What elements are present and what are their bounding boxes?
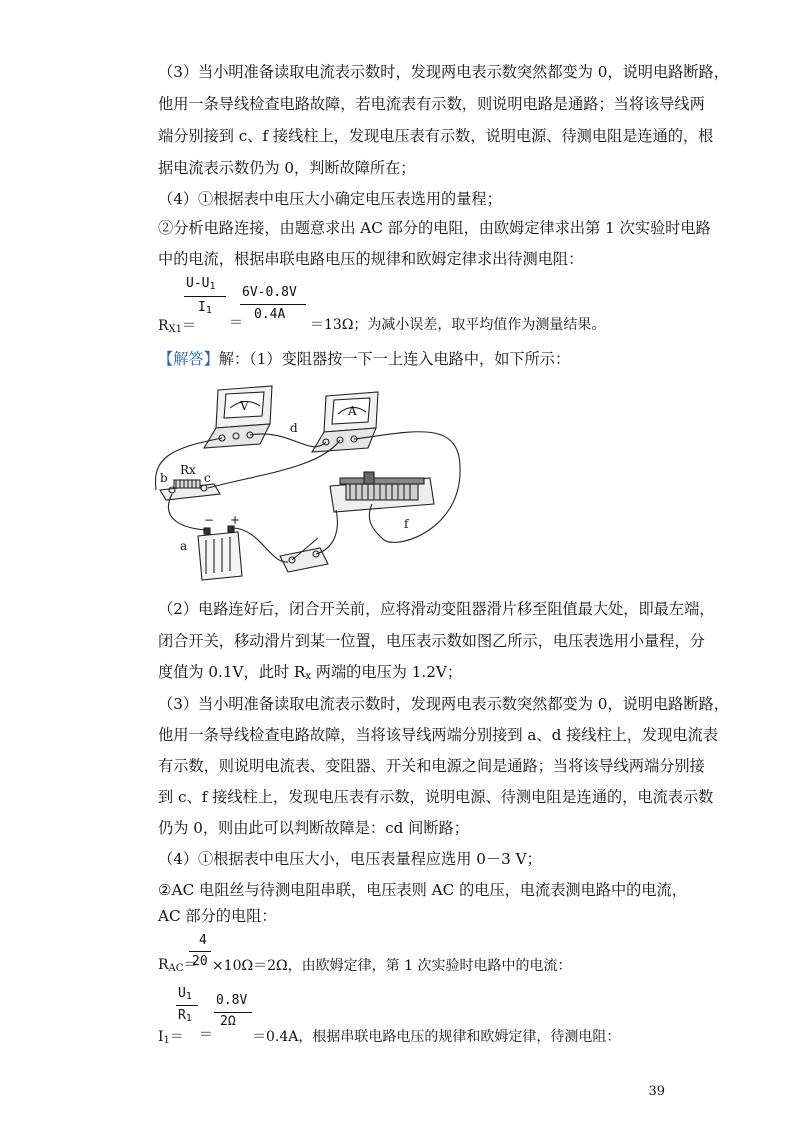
rx-value-numerator: 6V-0.8V: [242, 285, 297, 300]
i1-denominator: $R_1$: [178, 1008, 192, 1024]
rac-numerator: 4: [199, 933, 207, 948]
solution-4-line-2: ②AC 电阻丝与待测电阻串联，电压表则 AC 的电压，电流表测电路中的电流，: [158, 881, 687, 899]
solution-4-line-1: （4）①根据表中电压大小，电压表量程应选用 0－3 V；: [158, 850, 542, 868]
terminal-c-label: c: [204, 471, 211, 485]
battery-icon: [198, 526, 242, 580]
resistor-label: Rx: [180, 463, 196, 477]
solution-3-line-5: 仍为 0，则由此可以判断故障是：cd 间断路；: [158, 819, 469, 837]
analysis-4-line-1: （4）①根据表中电压大小确定电压表选用的量程；: [158, 190, 502, 208]
solution-2-line-2: 闭合开关，移动滑片到某一位置，电压表示数如图乙所示，电压表选用小量程，分: [158, 632, 705, 650]
i1-value-numerator: 0.8V: [216, 993, 248, 1008]
rx-value-bar: [240, 304, 306, 305]
page-number: 39: [648, 1084, 665, 1099]
rheostat-icon: [330, 472, 434, 512]
rac-result: ×10Ω＝2Ω，由欧姆定律，第 1 次实验时电路中的电流：: [212, 958, 572, 974]
i1-label: I: [158, 1029, 164, 1045]
battery-minus-label: −: [204, 513, 215, 527]
i1-result: ＝0.4A，根据串联电路电压的规律和欧姆定律，待测电阻：: [252, 1029, 621, 1045]
rx-fraction-bar: [184, 296, 226, 297]
rac-label-sub: AC: [168, 963, 184, 974]
answer-tag: 【解答】: [158, 350, 219, 368]
i1-numerator: $U_1$: [178, 986, 192, 1002]
voltmeter-icon: [204, 386, 272, 448]
i1-eq2: ＝: [199, 1027, 213, 1043]
rac-label: R: [158, 957, 169, 973]
solution-3-line-2: 他用一条导线检查电路故障，当将该导线两端分别接到 a、d 接线柱上，发现电流表: [158, 726, 718, 744]
solution-3-line-4: 到 c、f 接线柱上，发现电压表有示数，说明电源、待测电阻是连通的，电流表示数: [158, 788, 714, 806]
rac-fraction-bar: [189, 951, 211, 952]
i1-fraction-bar: [176, 1005, 198, 1006]
rx-numerator: $U-U_1$: [186, 276, 216, 292]
terminal-a-label: a: [180, 539, 188, 553]
battery-plus-label: +: [230, 513, 241, 527]
terminal-d-label: d: [290, 421, 298, 435]
analysis-3-line-4: 据电流表示数仍为 0，判断故障所在；: [158, 159, 416, 177]
circuit-diagram: [150, 378, 470, 584]
terminal-b-label: b: [160, 471, 168, 485]
rx-label-sub: X1: [168, 324, 183, 335]
rac-eq: ＝: [183, 957, 198, 973]
analysis-3-line-2: 他用一条导线检查电路故障，若电流表有示数，则说明电路是通路；当将该导线两: [158, 95, 705, 113]
i1-value-denominator: 2Ω: [220, 1014, 236, 1029]
rx-label: R: [158, 318, 169, 334]
solution-3-line-1: （3）当小明准备读取电流表示数时，发现两电表示数突然都变为 0，说明电路断路，: [158, 695, 729, 713]
i1-label-sub: 1: [163, 1035, 170, 1046]
terminal-f-label: f: [404, 517, 409, 531]
analysis-4-line-2: ②分析电路连接，由题意求出 AC 部分的电阻，由欧姆定律求出第 1 次实验时电路: [158, 219, 711, 237]
i1-eq: ＝: [169, 1029, 184, 1045]
rx-value-denominator: 0.4A: [254, 307, 286, 322]
solution-2-line-1: （2）电路连好后，闭合开关前，应将滑动变阻器滑片移至阻值最大处，即最左端，: [158, 600, 715, 618]
answer-intro: 解：（1）变阻器按一下一上连入电路中，如下所示：: [218, 350, 571, 368]
voltmeter-label: V: [240, 399, 249, 413]
analysis-3-line-3: 端分别接到 c、f 接线柱上，发现电压表有示数，说明电源、待测电阻是连通的，根: [158, 127, 714, 145]
rx-eq2: ＝: [229, 315, 243, 331]
solution-2-line-3: 度值为 0.1V，此时 $R_x$ 两端的电压为 1.2V；: [158, 663, 463, 682]
resistor-rx-icon: [160, 480, 220, 500]
analysis-4-line-3: 中的电流，根据串联电路电压的规律和欧姆定律求出待测电阻：: [158, 250, 584, 268]
rac-denominator: 20: [192, 954, 208, 969]
ammeter-label: A: [348, 404, 357, 418]
switch-icon: [280, 538, 328, 572]
rx-denominator: $I_1$: [198, 300, 212, 316]
analysis-3-line-1: （3）当小明准备读取电流表示数时，发现两电表示数突然都变为 0，说明电路断路，: [158, 63, 729, 81]
answer-heading: [158, 349, 570, 369]
rx-result: ＝13Ω；为减小误差，取平均值作为测量结果。: [310, 317, 606, 333]
rx-eq: ＝: [182, 318, 197, 334]
i1-value-bar: [214, 1012, 252, 1013]
ammeter-icon: [312, 392, 378, 452]
solution-3-line-3: 有示数，则说明电流表、变阻器、开关和电源之间是通路；当将该导线两端分别接: [158, 757, 705, 775]
solution-4-line-3: AC 部分的电阻：: [158, 907, 277, 925]
